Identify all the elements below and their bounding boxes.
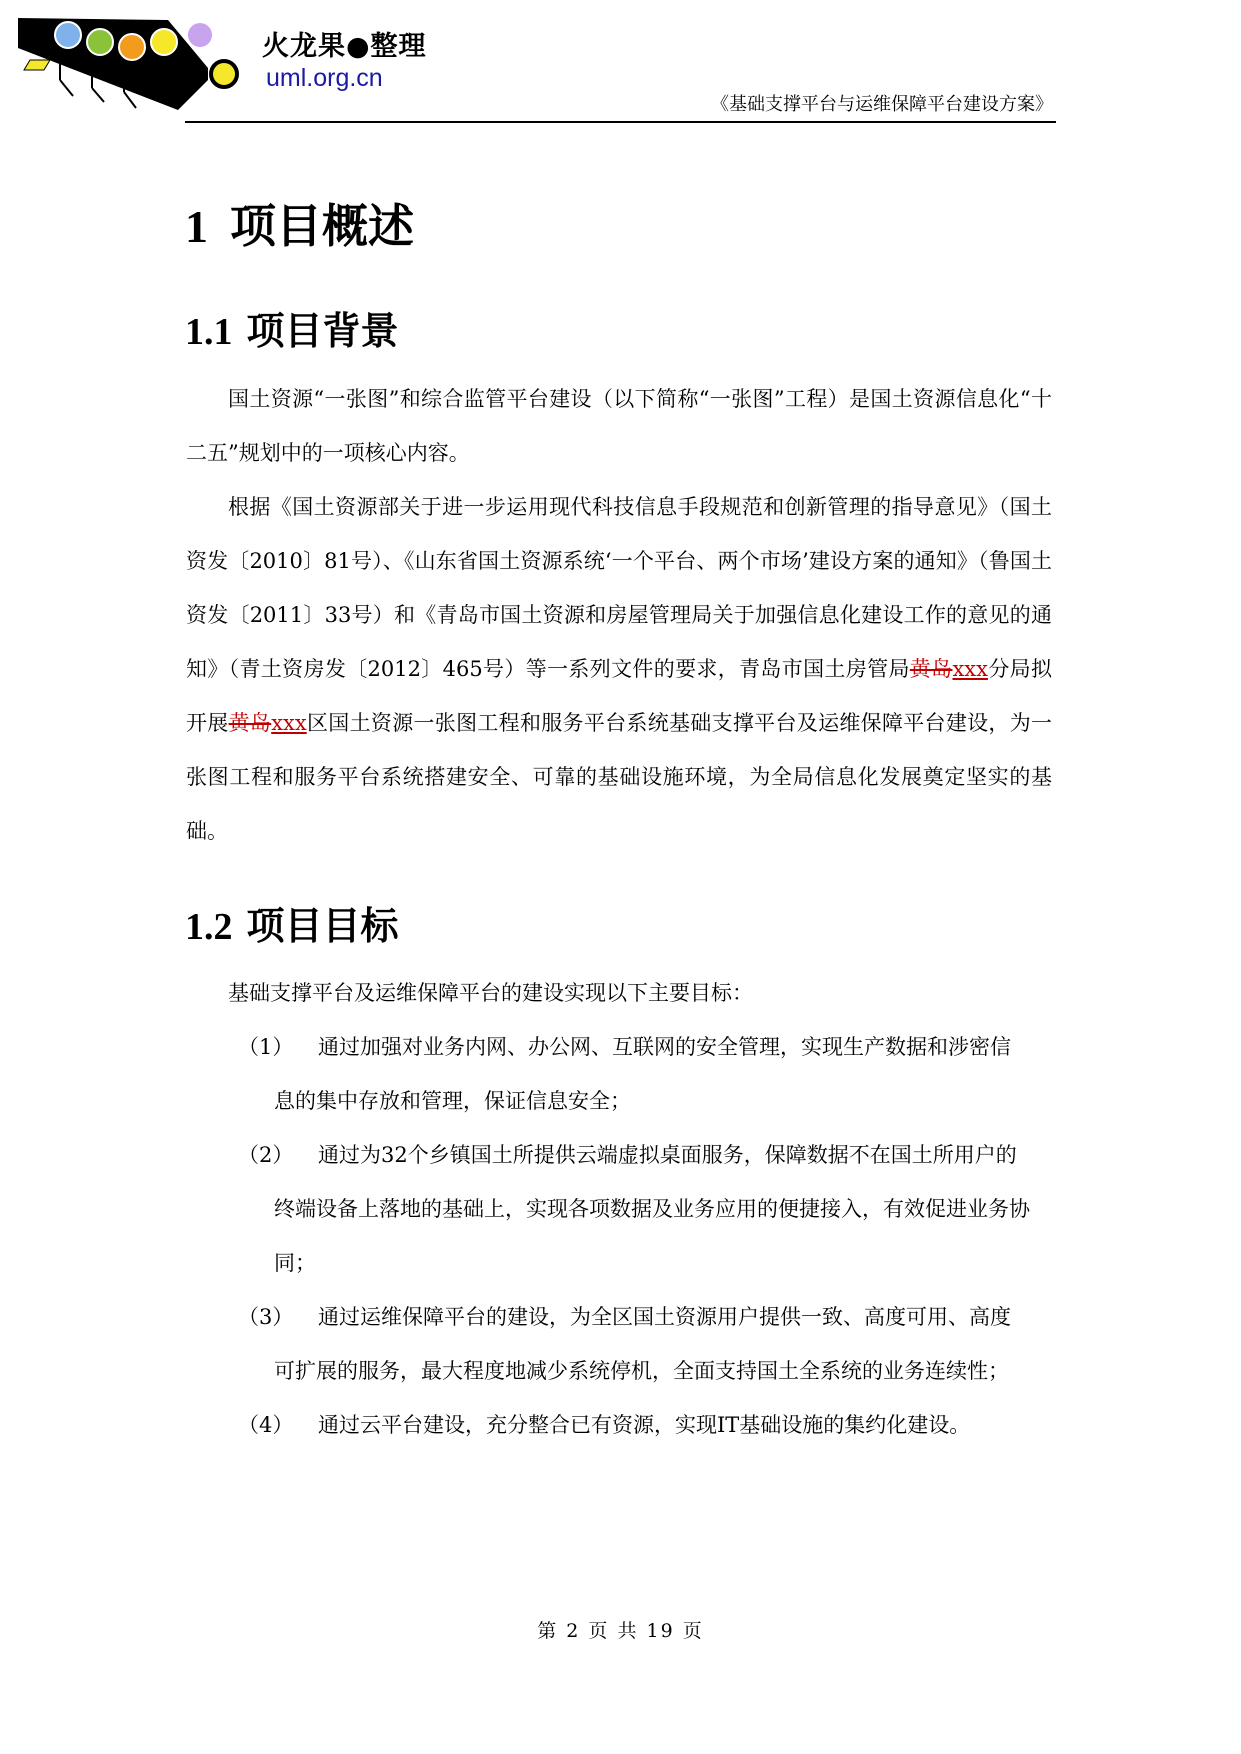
logo-dot-green xyxy=(87,29,113,55)
section-number: 1.1 xyxy=(185,311,233,353)
document-title: 《基础支撑平台与运维保障平台建设方案》 xyxy=(711,94,1053,115)
page-number: 第 2 页 共 19 页 xyxy=(537,1620,704,1642)
inserted-text: xxx xyxy=(271,711,307,735)
logo-dot-orange xyxy=(119,34,145,60)
list-item-text: 通过为32个乡镇国土所提供云端虚拟桌面服务，保障数据不在国土所用户的 xyxy=(318,1143,1017,1167)
paragraph-background-1: 国土资源“一张图”和综合监管平台建设（以下简称“一张图”工程）是国土资源信息化“十二五”规划中的一项核心内容。 xyxy=(186,387,1052,465)
list-item-continuation: 可扩展的服务，最大程度地减少系统停机，全面支持国土全系统的业务连续性； xyxy=(274,1359,1009,1383)
chapter-title: 项目概述 xyxy=(230,199,414,253)
section-number: 1.2 xyxy=(185,906,233,948)
section-title: 项目背景 xyxy=(246,309,399,353)
list-item xyxy=(238,1020,1053,1128)
brand-name: 火龙果●整理 xyxy=(262,31,427,62)
deleted-text: 黄岛 xyxy=(909,657,953,681)
logo-dot-purple xyxy=(187,22,213,48)
list-item-text: 通过加强对业务内网、办公网、互联网的安全管理，实现生产数据和涉密信 xyxy=(318,1035,1011,1059)
list-marker: （3） xyxy=(238,1305,294,1329)
list-marker: （1） xyxy=(238,1035,294,1059)
list-marker: （4） xyxy=(238,1413,294,1437)
list-item-text: 通过运维保障平台的建设，为全区国土资源用户提供一致、高度可用、高度 xyxy=(318,1305,1011,1329)
paragraph-background-2 xyxy=(186,480,1052,858)
goals-intro: 基础支撑平台及运维保障平台的建设实现以下主要目标： xyxy=(228,981,753,1005)
list-item xyxy=(238,1290,1053,1398)
list-item-continuation: 终端设备上落地的基础上，实现各项数据及业务应用的便捷接入，有效促进业务协同； xyxy=(274,1197,1030,1275)
list-item-continuation: 息的集中存放和管理，保证信息安全； xyxy=(274,1089,631,1113)
inserted-text: xxx xyxy=(952,657,988,681)
chapter-heading xyxy=(185,190,414,256)
list-item-text: 通过云平台建设，充分整合已有资源，实现IT基础设施的集约化建设。 xyxy=(318,1413,971,1437)
logo-dot-blue xyxy=(55,22,81,48)
section-heading-goals xyxy=(185,895,399,950)
paragraph-text: 根据《国土资源部关于进一步运用现代科技信息手段规范和创新管理的指导意见》（国土资发〔2010〕81号）、《山东省国土资源系统‘一个平台、两个市场’建设方案的通知》（鲁国土资发〔2011〕33号）和《青岛市国土资源和房屋管理局关于加强信息化建设工作的意见的通知》（青土资房发〔2012〕465号）等一系列文件的要求，青岛市国土房管局 xyxy=(186,495,1052,681)
list-item xyxy=(238,1398,1053,1452)
list-item xyxy=(238,1128,1053,1290)
header-divider xyxy=(185,121,1056,123)
section-heading-background xyxy=(185,300,399,355)
logo-graphic xyxy=(18,18,248,114)
logo-dot-yellow xyxy=(151,29,177,55)
brand-url[interactable]: uml.org.cn xyxy=(266,64,383,92)
deleted-text: 黄岛 xyxy=(228,711,272,735)
chapter-number: 1 xyxy=(185,201,208,252)
list-marker: （2） xyxy=(238,1143,294,1167)
section-title: 项目目标 xyxy=(246,904,399,948)
paragraph-text: 分局拟开展 xyxy=(186,657,1053,735)
paragraph-text: 区国土资源一张图工程和服务平台系统基础支撑平台及运维保障平台建设，为一张图工程和服务平台系统搭建安全、可靠的基础设施环境，为全局信息化发展奠定坚实的基础。 xyxy=(186,711,1053,843)
